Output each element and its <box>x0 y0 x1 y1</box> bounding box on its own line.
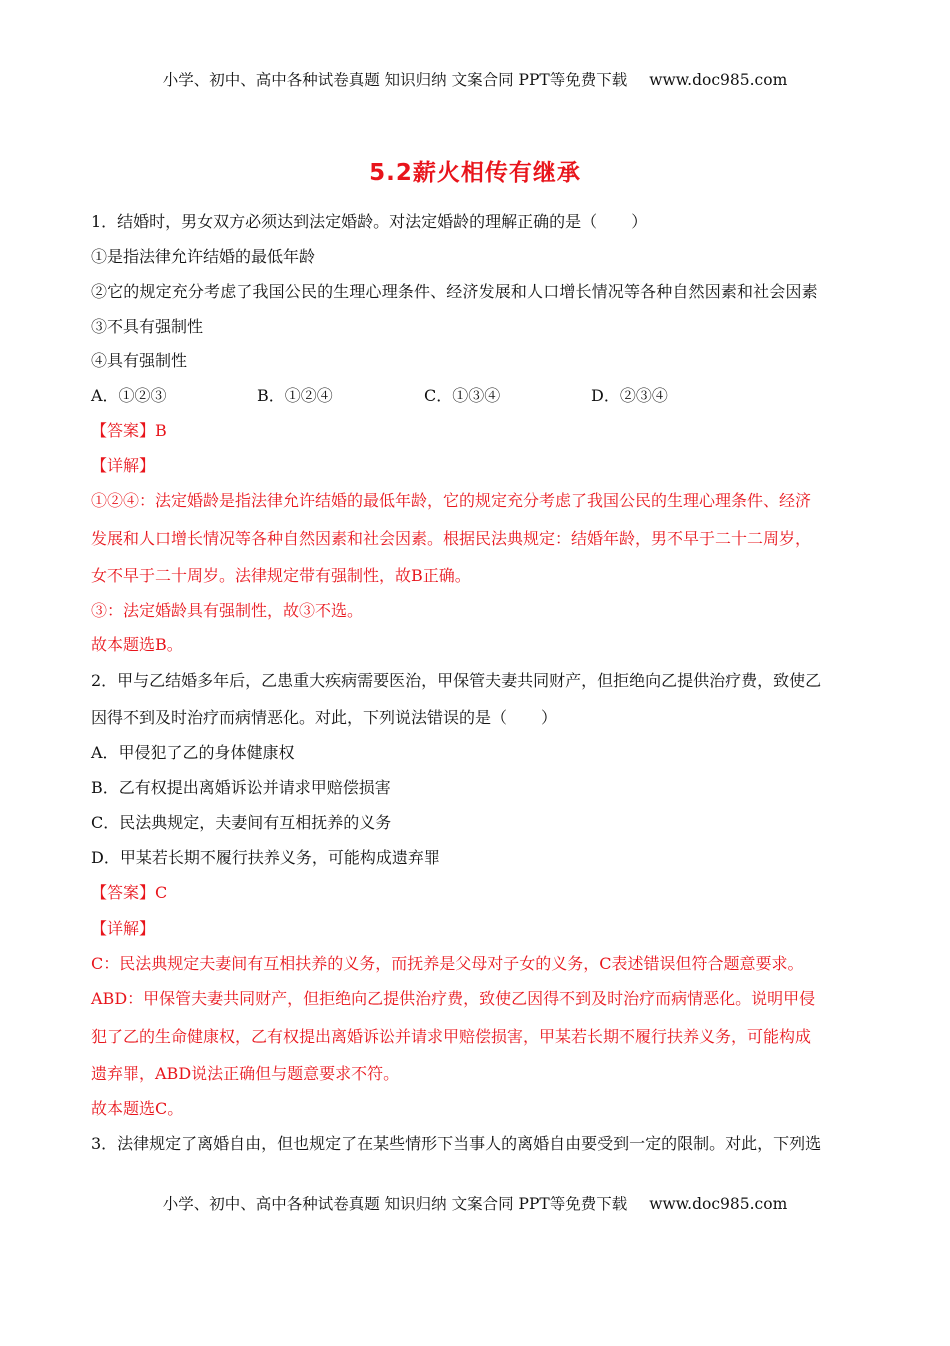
q1-explain-2: 发展和人口增长情况等各种自然因素和社会因素。根据民法典规定：结婚年龄，男不早于二十二周岁， <box>91 529 812 548</box>
q2-stem-end: ） <box>541 708 558 727</box>
q2-conclusion: 故本题选C。 <box>91 1099 184 1118</box>
q1-conclusion: 故本题选B。 <box>91 635 183 654</box>
q2-explain-4: 遗弃罪，ABD说法正确但与题意要求不符。 <box>91 1064 400 1083</box>
q1-option-c: C．①③④ <box>424 386 501 405</box>
q2-answer-value: C <box>155 883 168 902</box>
q1-stem <box>91 211 647 233</box>
q1-item-4: ④具有强制性 <box>91 351 188 370</box>
q1-item-2: ②它的规定充分考虑了我国公民的生理心理条件、经济发展和人口增长情况等各种自然因素和社会因素 <box>91 282 818 301</box>
page-footer <box>0 1192 950 1214</box>
q1-option-b: B．①②④ <box>257 386 333 405</box>
q3-stem: 3．法律规定了离婚自由，但也规定了在某些情形下当事人的离婚自由要受到一定的限制。对此，下列选 <box>91 1134 822 1153</box>
q2-detail-label: 【详解】 <box>91 919 156 938</box>
q1-item-3: ③不具有强制性 <box>91 317 204 336</box>
q2-stem-1: 2．甲与乙结婚多年后，乙患重大疾病需要医治，甲保管夫妻共同财产，但拒绝向乙提供治疗费，致使乙 <box>91 671 822 690</box>
q2-option-c: C．民法典规定，夫妻间有互相抚养的义务 <box>91 813 392 832</box>
q1-detail-label: 【详解】 <box>91 456 156 475</box>
q2-option-d: D．甲某若长期不履行扶养义务，可能构成遗弃罪 <box>91 848 440 867</box>
header-url[interactable]: www.doc985.com <box>649 71 788 89</box>
q1-option-d: D．②③④ <box>591 386 668 405</box>
q2-stem-2-text: 因得不到及时治疗而病情恶化。对此，下列说法错误的是（ <box>91 708 508 727</box>
page-title: 5.2薪火相传有继承 <box>369 160 581 186</box>
q1-explain-4: ③：法定婚龄具有强制性，故③不选。 <box>91 601 364 620</box>
q2-stem-2 <box>91 707 557 729</box>
q1-explain-3: 女不早于二十周岁。法律规定带有强制性，故B正确。 <box>91 566 471 585</box>
q2-explain-1: C：民法典规定夫妻间有互相扶养的义务，而抚养是父母对子女的义务，C表述错误但符合题意要求。 <box>91 954 804 973</box>
q2-answer <box>91 882 167 904</box>
q2-option-b: B．乙有权提出离婚诉讼并请求甲赔偿损害 <box>91 778 391 797</box>
header-text: 小学、初中、高中各种试卷真题 知识归纳 文案合同 PPT等免费下载 <box>162 71 628 89</box>
q1-explain-1: ①②④：法定婚龄是指法律允许结婚的最低年龄，它的规定充分考虑了我国公民的生理心理条件、经济 <box>91 491 812 510</box>
q1-answer <box>91 420 167 442</box>
footer-text: 小学、初中、高中各种试卷真题 知识归纳 文案合同 PPT等免费下载 <box>162 1195 628 1213</box>
q1-stem-text: 1．结婚时，男女双方必须达到法定婚龄。对法定婚龄的理解正确的是（ <box>91 212 598 231</box>
q2-option-a: A．甲侵犯了乙的身体健康权 <box>91 743 295 762</box>
footer-url[interactable]: www.doc985.com <box>649 1195 788 1213</box>
q2-explain-3: 犯了乙的生命健康权，乙有权提出离婚诉讼并请求甲赔偿损害，甲某若长期不履行扶养义务，可能构成 <box>91 1027 812 1046</box>
q1-answer-value: B <box>155 421 167 440</box>
q2-explain-2: ABD：甲保管夫妻共同财产，但拒绝向乙提供治疗费，致使乙因得不到及时治疗而病情恶化。说明甲侵 <box>91 989 816 1008</box>
q1-answer-label: 【答案】 <box>91 421 156 440</box>
q1-item-1: ①是指法律允许结婚的最低年龄 <box>91 247 316 266</box>
q1-stem-end: ） <box>631 212 648 231</box>
q1-option-a: A．①②③ <box>91 386 167 405</box>
q2-answer-label: 【答案】 <box>91 883 156 902</box>
page-header <box>0 68 950 90</box>
